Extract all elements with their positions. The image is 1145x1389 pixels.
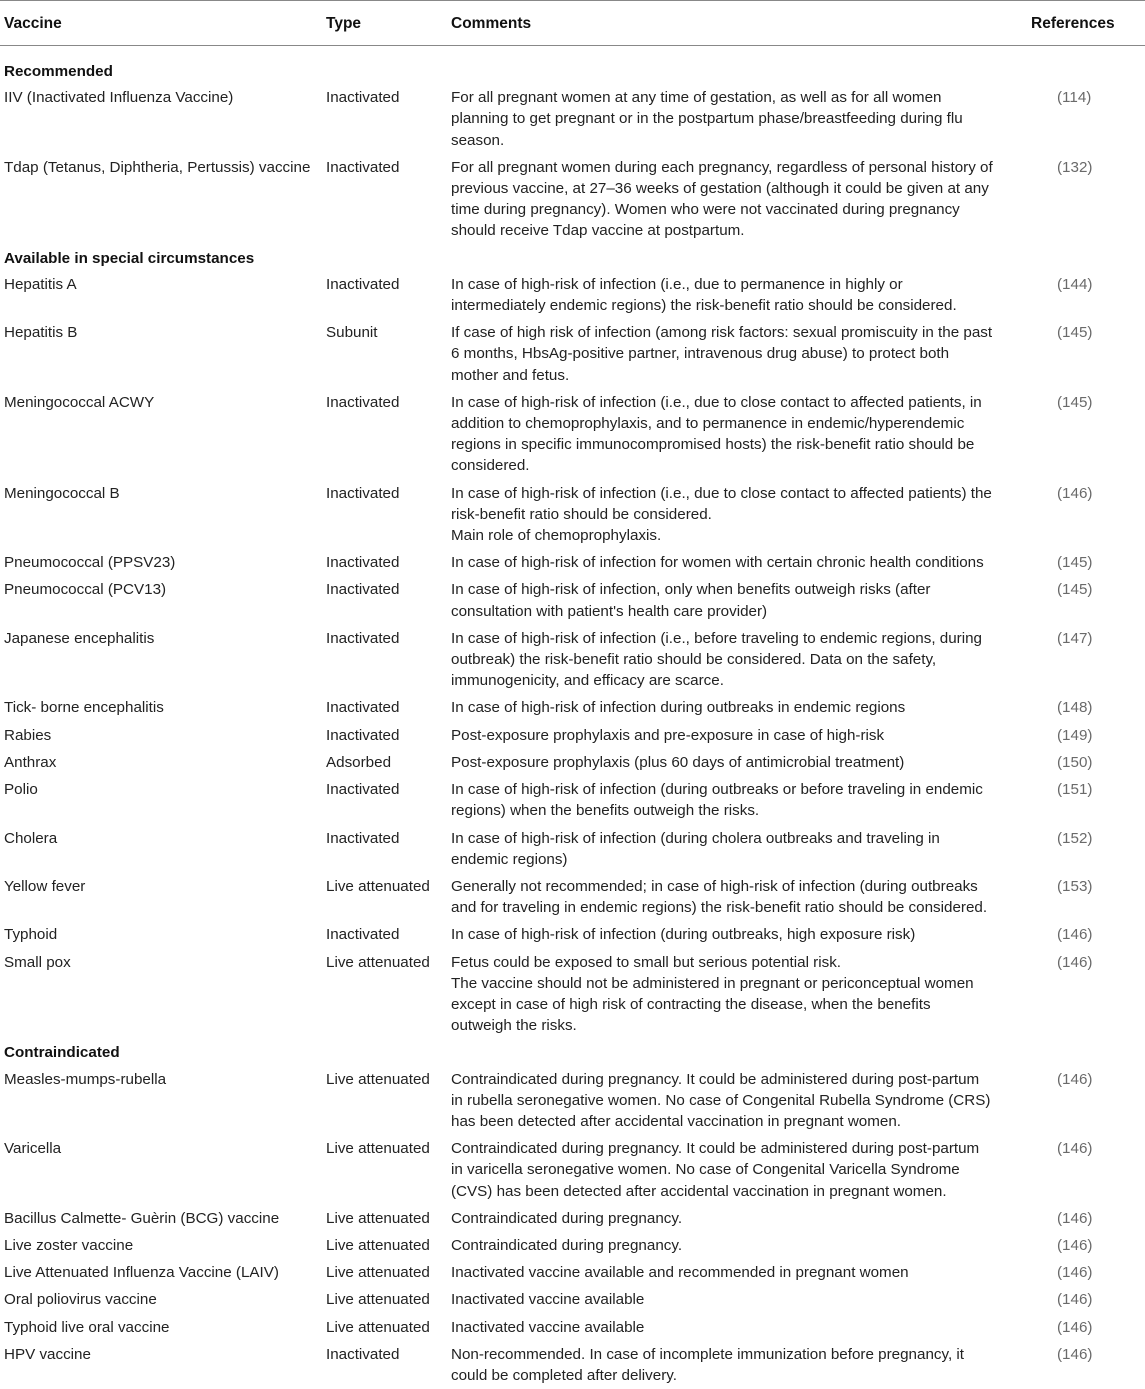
- cell-type: Inactivated: [326, 89, 400, 107]
- comment-line: and for traveling in endemic regions) the risk-benefit ratio should be considered.: [451, 899, 988, 917]
- cell-comments: [451, 576, 1031, 624]
- cell-type: Inactivated: [326, 554, 400, 572]
- cell-type: Live attenuated: [326, 1291, 430, 1309]
- comment-line: Non-recommended. In case of incomplete immunization before pregnancy, it: [451, 1345, 964, 1363]
- table-row: [0, 1314, 1145, 1341]
- cell-comments: [451, 825, 1031, 873]
- cell-type: Inactivated: [326, 484, 400, 502]
- cell-reference[interactable]: (144): [1057, 275, 1093, 293]
- table-row: [0, 776, 1145, 824]
- comment-line: Inactivated vaccine available: [451, 1318, 645, 1336]
- comment-line: should receive Tdap vaccine at postpartum.: [451, 222, 745, 240]
- comment-line: 6 months, HbsAg-positive partner, intravenous drug abuse) to protect both: [451, 345, 950, 363]
- section-title: Contraindicated: [4, 1044, 120, 1062]
- cell-type: Live attenuated: [326, 877, 430, 895]
- cell-type: Inactivated: [326, 699, 400, 717]
- cell-vaccine: Tdap (Tetanus, Diphtheria, Pertussis) vaccine: [4, 158, 311, 176]
- cell-comments: [451, 625, 1031, 695]
- cell-comments: [451, 722, 1031, 749]
- comment-line: immunogenicity, and efficacy are scarce.: [451, 672, 724, 690]
- cell-vaccine: Anthrax: [4, 753, 57, 771]
- cell-vaccine: Polio: [4, 781, 38, 799]
- comment-line: time during pregnancy). Women who were not vaccinated during pregnancy: [451, 201, 960, 219]
- table-header: [0, 5, 1145, 46]
- table-row: [0, 576, 1145, 624]
- table-row: [0, 84, 1145, 154]
- cell-comments: [451, 749, 1031, 776]
- cell-vaccine: Measles-mumps-rubella: [4, 1070, 167, 1088]
- cell-comments: [451, 271, 1031, 319]
- comment-line: mother and fetus.: [451, 366, 570, 384]
- cell-reference[interactable]: (146): [1057, 926, 1093, 944]
- section-title: Available in special circumstances: [4, 249, 255, 267]
- comment-line: regions) when the benefits outweigh the risks.: [451, 802, 760, 820]
- comment-line: previous vaccine, at 27–36 weeks of gestation (although it could be given at any: [451, 180, 989, 198]
- cell-type: Live attenuated: [326, 1318, 430, 1336]
- cell-vaccine: Small pox: [4, 953, 71, 971]
- comment-line: Inactivated vaccine available: [451, 1291, 645, 1309]
- cell-reference[interactable]: (146): [1057, 953, 1093, 971]
- cell-vaccine: Meningococcal ACWY: [4, 393, 155, 411]
- table-row: [0, 271, 1145, 319]
- comment-line: Contraindicated during pregnancy. It could be administered during post-partum: [451, 1070, 980, 1088]
- comment-line: In case of high-risk of infection (i.e., due to permanence in highly or: [451, 275, 903, 293]
- comment-line: Main role of chemoprophylaxis.: [451, 527, 662, 545]
- cell-vaccine: Japanese encephalitis: [4, 629, 155, 647]
- table-row: [0, 549, 1145, 576]
- header-vaccine: Vaccine: [4, 15, 62, 32]
- table-row: [0, 694, 1145, 721]
- cell-vaccine: HPV vaccine: [4, 1345, 91, 1363]
- cell-type: Inactivated: [326, 158, 400, 176]
- cell-reference[interactable]: (147): [1057, 629, 1093, 647]
- table-row: [0, 1341, 1145, 1389]
- cell-type: Adsorbed: [326, 753, 392, 771]
- cell-type: Inactivated: [326, 781, 400, 799]
- cell-vaccine: Varicella: [4, 1140, 62, 1158]
- table-row: [0, 154, 1145, 245]
- cell-vaccine: Hepatitis B: [4, 324, 78, 342]
- cell-comments: [451, 1135, 1031, 1205]
- cell-comments: [451, 84, 1031, 154]
- comment-line: could be completed after delivery.: [451, 1366, 677, 1384]
- cell-reference[interactable]: (146): [1057, 1264, 1093, 1282]
- table-row: [0, 749, 1145, 776]
- cell-reference[interactable]: (145): [1057, 393, 1093, 411]
- table-row: [0, 722, 1145, 749]
- table-row: [0, 319, 1145, 389]
- comment-line: season.: [451, 131, 505, 149]
- comment-line: In case of high-risk of infection (during outbreaks or before traveling in endemic: [451, 781, 983, 799]
- cell-vaccine: Rabies: [4, 726, 52, 744]
- table-row: [0, 389, 1145, 480]
- comment-line: In case of high-risk of infection (i.e., due to close contact to affected patients) the: [451, 484, 992, 502]
- cell-comments: [451, 154, 1031, 245]
- cell-type: Inactivated: [326, 629, 400, 647]
- cell-comments: [451, 1205, 1031, 1232]
- cell-reference[interactable]: (150): [1057, 753, 1093, 771]
- cell-vaccine: Cholera: [4, 829, 58, 847]
- table-row: [0, 480, 1145, 550]
- cell-reference[interactable]: (114): [1057, 89, 1092, 107]
- cell-vaccine: Typhoid live oral vaccine: [4, 1318, 170, 1336]
- cell-type: Live attenuated: [326, 1140, 430, 1158]
- comment-line: outbreak) the risk-benefit ratio should be considered. Data on the safety,: [451, 651, 937, 669]
- comment-line: except in case of high risk of contracting the disease, when the benefits: [451, 995, 931, 1013]
- cell-vaccine: Tick- borne encephalitis: [4, 699, 164, 717]
- cell-type: Live attenuated: [326, 1070, 430, 1088]
- comment-line: Inactivated vaccine available and recommended in pregnant women: [451, 1264, 909, 1282]
- comment-line: For all pregnant women at any time of gestation, as well as for all women: [451, 89, 942, 107]
- cell-vaccine: IIV (Inactivated Influenza Vaccine): [4, 89, 234, 107]
- comment-line: in rubella seronegative women. No case of Congenital Rubella Syndrome (CRS): [451, 1091, 991, 1109]
- cell-type: Inactivated: [326, 829, 400, 847]
- cell-comments: [451, 1341, 1031, 1389]
- cell-type: Subunit: [326, 324, 378, 342]
- comment-line: regions in specific immunocompromised hosts) the risk-benefit ratio should be: [451, 436, 975, 454]
- comment-line: For all pregnant women during each pregnancy, regardless of personal history of: [451, 158, 993, 176]
- cell-comments: [451, 873, 1031, 921]
- cell-vaccine: Meningococcal B: [4, 484, 120, 502]
- table-body: [0, 46, 1145, 1389]
- cell-comments: [451, 480, 1031, 550]
- header-references: References: [1031, 15, 1115, 32]
- cell-reference[interactable]: (146): [1057, 1209, 1093, 1227]
- table-row: [0, 1135, 1145, 1205]
- table-row: [0, 921, 1145, 948]
- comment-line: addition to chemoprophylaxis, and to permanence in endemic/hyperendemic: [451, 415, 965, 433]
- cell-type: Inactivated: [326, 1345, 400, 1363]
- comment-line: In case of high-risk of infection, only when benefits outweigh risks (after: [451, 581, 931, 599]
- cell-vaccine: Typhoid: [4, 926, 58, 944]
- cell-type: Inactivated: [326, 581, 400, 599]
- cell-reference[interactable]: (132): [1057, 158, 1093, 176]
- cell-comments: [451, 921, 1031, 948]
- comment-line: planning to get pregnant or in the postpartum phase/breastfeeding during flu: [451, 110, 963, 128]
- table-row: [0, 1066, 1145, 1136]
- cell-reference[interactable]: (145): [1057, 581, 1093, 599]
- cell-comments: [451, 1066, 1031, 1136]
- comment-line: (CVS) has been detected after accidental vaccination in pregnant women.: [451, 1182, 947, 1200]
- comment-line: In case of high-risk of infection for women with certain chronic health conditions: [451, 554, 984, 572]
- comment-line: Post-exposure prophylaxis (plus 60 days of antimicrobial treatment): [451, 753, 905, 771]
- comment-line: In case of high-risk of infection (during outbreaks, high exposure risk): [451, 926, 916, 944]
- cell-type: Inactivated: [326, 926, 400, 944]
- cell-type: Inactivated: [326, 393, 400, 411]
- cell-type: Live attenuated: [326, 1236, 430, 1254]
- section-title: Recommended: [4, 63, 113, 80]
- cell-comments: [451, 549, 1031, 576]
- cell-vaccine: Oral poliovirus vaccine: [4, 1291, 157, 1309]
- comment-line: If case of high risk of infection (among risk factors: sexual promiscuity in the past: [451, 324, 993, 342]
- comment-line: in varicella seronegative women. No case of Congenital Varicella Syndrome: [451, 1161, 960, 1179]
- comment-line: In case of high-risk of infection during outbreaks in endemic regions: [451, 699, 906, 717]
- cell-reference[interactable]: (146): [1057, 484, 1093, 502]
- cell-comments: [451, 949, 1031, 1040]
- header-type: Type: [326, 15, 362, 32]
- table-row: [0, 825, 1145, 873]
- cell-type: Live attenuated: [326, 1264, 430, 1282]
- table-row: [0, 1286, 1145, 1313]
- cell-reference[interactable]: (153): [1057, 877, 1093, 895]
- cell-vaccine: Live zoster vaccine: [4, 1236, 134, 1254]
- comment-line: outweigh the risks.: [451, 1017, 577, 1035]
- cell-comments: [451, 1232, 1031, 1259]
- comment-line: Post-exposure prophylaxis and pre-exposure in case of high-risk: [451, 726, 885, 744]
- cell-comments: [451, 1259, 1031, 1286]
- cell-vaccine: Bacillus Calmette- Guèrin (BCG) vaccine: [4, 1209, 280, 1227]
- comment-line: Contraindicated during pregnancy.: [451, 1209, 683, 1227]
- cell-reference[interactable]: (148): [1057, 699, 1093, 717]
- cell-reference[interactable]: (146): [1057, 1318, 1093, 1336]
- cell-comments: [451, 694, 1031, 721]
- comment-line: endemic regions): [451, 850, 568, 868]
- cell-type: Live attenuated: [326, 1209, 430, 1227]
- cell-reference[interactable]: (145): [1057, 324, 1093, 342]
- comment-line: Contraindicated during pregnancy. It could be administered during post-partum: [451, 1140, 980, 1158]
- cell-comments: [451, 389, 1031, 480]
- cell-comments: [451, 1314, 1031, 1341]
- cell-comments: [451, 319, 1031, 389]
- cell-vaccine: Yellow fever: [4, 877, 86, 895]
- cell-reference[interactable]: (151): [1057, 781, 1093, 799]
- cell-reference[interactable]: (145): [1057, 554, 1093, 572]
- cell-reference[interactable]: (146): [1057, 1140, 1093, 1158]
- comment-line: consultation with patient's health care provider): [451, 602, 768, 620]
- table-row: [0, 1232, 1145, 1259]
- cell-reference[interactable]: (152): [1057, 829, 1093, 847]
- cell-vaccine: Pneumococcal (PPSV23): [4, 554, 176, 572]
- cell-type: Inactivated: [326, 275, 400, 293]
- cell-reference[interactable]: (146): [1057, 1070, 1093, 1088]
- cell-comments: [451, 1286, 1031, 1313]
- comment-line: has been detected after accidental vaccination in pregnant women.: [451, 1112, 902, 1130]
- table-row: [0, 625, 1145, 695]
- comment-line: Fetus could be exposed to small but serious potential risk.: [451, 953, 842, 971]
- comment-line: risk-benefit ratio should be considered.: [451, 505, 712, 523]
- header-comments: Comments: [451, 15, 532, 32]
- table-row: [0, 1259, 1145, 1286]
- comment-line: intermediately endemic regions) the risk-benefit ratio should be considered.: [451, 297, 957, 315]
- comment-line: The vaccine should not be administered in pregnant or periconceptual women: [451, 974, 974, 992]
- table-row: [0, 949, 1145, 1040]
- table-row: [0, 1205, 1145, 1232]
- cell-type: Live attenuated: [326, 953, 430, 971]
- cell-reference[interactable]: (146): [1057, 1291, 1093, 1309]
- comment-line: Generally not recommended; in case of high-risk of infection (during outbreaks: [451, 877, 978, 895]
- cell-comments: [451, 776, 1031, 824]
- comment-line: In case of high-risk of infection (i.e., due to close contact to affected patients, in: [451, 393, 982, 411]
- comment-line: In case of high-risk of infection (during cholera outbreaks and traveling in: [451, 829, 940, 847]
- cell-reference[interactable]: (146): [1057, 1345, 1093, 1363]
- cell-vaccine: Pneumococcal (PCV13): [4, 581, 167, 599]
- cell-vaccine: Hepatitis A: [4, 275, 77, 293]
- cell-reference[interactable]: (149): [1057, 726, 1093, 744]
- cell-vaccine: Live Attenuated Influenza Vaccine (LAIV): [4, 1264, 279, 1282]
- table-row: [0, 873, 1145, 921]
- comment-line: Contraindicated during pregnancy.: [451, 1236, 683, 1254]
- cell-reference[interactable]: (146): [1057, 1236, 1093, 1254]
- comment-line: In case of high-risk of infection (i.e., before traveling to endemic regions, during: [451, 629, 982, 647]
- cell-type: Inactivated: [326, 726, 400, 744]
- comment-line: considered.: [451, 457, 530, 475]
